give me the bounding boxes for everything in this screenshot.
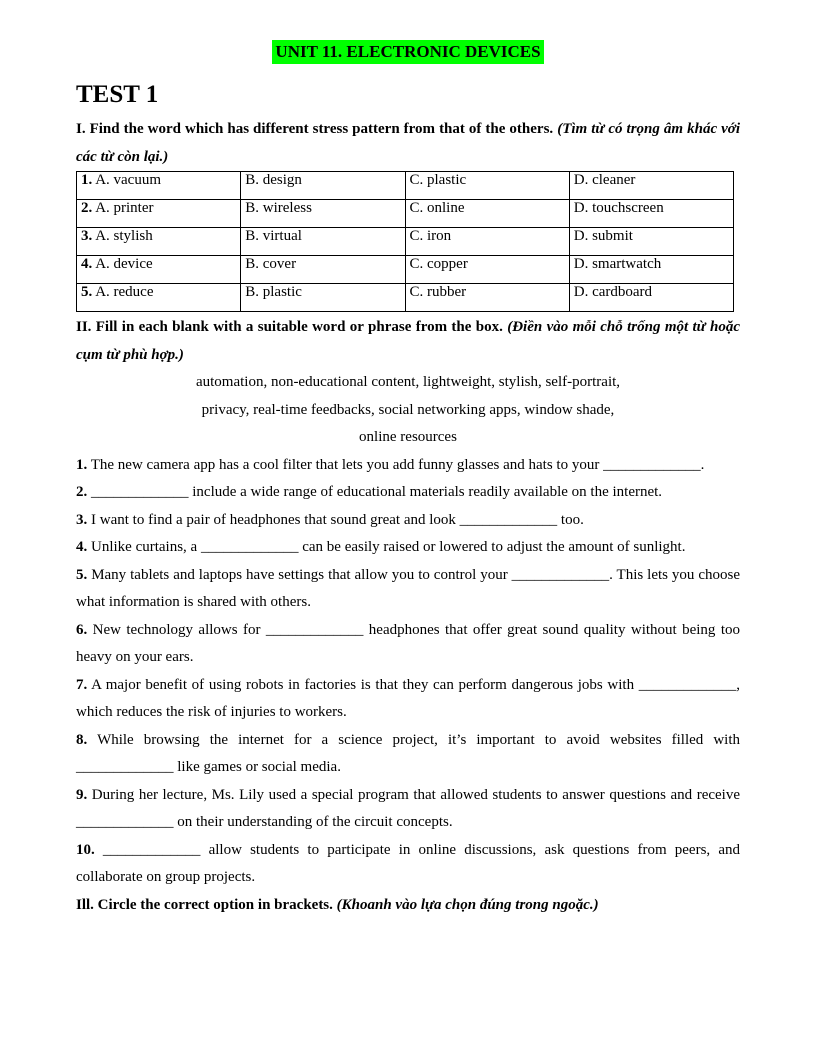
question-number: 9. <box>76 786 88 803</box>
option-a: A. printer <box>95 200 154 216</box>
question-text: I want to find a pair of headphones that sound great and look _____________ too. <box>91 511 584 528</box>
question-text: Many tablets and laptops have settings that allow you to control your _____________. This lets you choose what information is shared with others. <box>76 566 741 610</box>
question-number: 1. <box>81 172 93 188</box>
section-2-heading <box>76 314 740 369</box>
question-number: 4. <box>76 539 88 555</box>
option-d: D. touchscreen <box>569 200 733 228</box>
question-number: 7. <box>76 676 88 693</box>
test-title: TEST 1 <box>76 81 159 108</box>
section-3-vietnamese: (Khoanh vào lựa chọn đúng trong ngoặc.) <box>336 896 599 913</box>
word-box <box>76 369 740 452</box>
unit-title: UNIT 11. ELECTRONIC DEVICES <box>272 40 543 64</box>
question-item <box>76 617 740 672</box>
section-3-title: Ill. Circle the correct option in brackets. <box>76 896 333 913</box>
question-number: 4. <box>81 256 93 272</box>
option-d: D. cleaner <box>569 172 733 200</box>
option-c: C. online <box>405 200 569 228</box>
option-d: D. cardboard <box>569 284 733 312</box>
word-box-line: online resources <box>359 429 457 445</box>
option-a-cell <box>77 172 241 200</box>
question-item <box>76 837 740 892</box>
question-text: _____________ allow students to participate in online discussions, ask questions from peers, and collaborate on group projects. <box>76 841 740 885</box>
fill-in-questions <box>76 452 740 892</box>
option-b: B. plastic <box>241 284 405 312</box>
option-a-cell <box>77 284 241 312</box>
question-number: 6. <box>76 621 88 638</box>
option-a: A. vacuum <box>95 172 162 188</box>
question-number: 3. <box>76 511 88 528</box>
section-1-vietnamese: (Tìm từ có trọng âm khác với các từ còn lại.) <box>76 121 740 165</box>
stress-row <box>77 172 734 200</box>
question-text: A major benefit of using robots in factories is that they can perform dangerous jobs with _____________, which reduces the risk of injuries to workers. <box>76 676 740 720</box>
question-number: 3. <box>81 228 93 244</box>
question-text: While browsing the internet for a science project, it’s important to avoid websites filled with _____________ like games or social media. <box>76 731 741 775</box>
option-c: C. iron <box>405 228 569 256</box>
question-text: New technology allows for _____________ headphones that offer great sound quality without being too heavy on your ears. <box>76 621 740 665</box>
question-text: The new camera app has a cool filter that lets you add funny glasses and hats to your _____________. <box>90 456 705 473</box>
option-a: A. stylish <box>95 228 153 244</box>
question-item <box>76 479 740 507</box>
question-number: 1. <box>76 456 88 473</box>
stress-row <box>77 284 734 312</box>
stress-row <box>77 200 734 228</box>
option-d: D. submit <box>569 228 733 256</box>
option-b: B. cover <box>241 256 405 284</box>
section-2-vietnamese: (Điền vào mỗi chỗ trống một từ hoặc cụm từ phù hợp.) <box>76 319 741 363</box>
word-box-line: privacy, real-time feedbacks, social networking apps, window shade, <box>201 401 615 418</box>
question-number: 5. <box>76 566 88 583</box>
question-number: 2. <box>76 484 88 500</box>
stress-row <box>77 228 734 256</box>
question-text: Unlike curtains, a _____________ can be easily raised or lowered to adjust the amount of sunlight. <box>91 539 686 555</box>
option-d: D. smartwatch <box>569 256 733 284</box>
stress-row <box>77 256 734 284</box>
question-number: 5. <box>81 284 93 300</box>
section-2-title: II. Fill in each blank with a suitable word or phrase from the box. <box>76 319 503 335</box>
stress-options-table <box>76 171 734 312</box>
option-c: C. copper <box>405 256 569 284</box>
option-b: B. wireless <box>241 200 405 228</box>
option-a-cell <box>77 256 241 284</box>
option-b: B. design <box>241 172 405 200</box>
option-a-cell <box>77 228 241 256</box>
worksheet-page <box>76 38 740 919</box>
option-a: A. device <box>95 256 153 272</box>
question-item <box>76 672 740 727</box>
word-box-line: automation, non-educational content, lightweight, stylish, self-portrait, <box>195 374 621 390</box>
option-b: B. virtual <box>241 228 405 256</box>
section-3-heading <box>76 892 740 920</box>
option-a-cell <box>77 200 241 228</box>
question-text: _____________ include a wide range of educational materials readily available on the internet. <box>91 484 663 500</box>
option-a: A. reduce <box>95 284 154 300</box>
section-1-heading <box>76 116 740 171</box>
question-item <box>76 534 740 562</box>
question-item <box>76 507 740 535</box>
question-number: 2. <box>81 200 93 216</box>
option-c: C. plastic <box>405 172 569 200</box>
question-item <box>76 562 740 617</box>
question-item <box>76 452 740 480</box>
section-1-title: I. Find the word which has different stress pattern from that of the others. <box>76 121 554 137</box>
question-item <box>76 782 740 837</box>
question-item <box>76 727 740 782</box>
question-text: During her lecture, Ms. Lily used a special program that allowed students to answer questions and receive _____________ on their understanding of the circuit concepts. <box>76 786 741 830</box>
option-c: C. rubber <box>405 284 569 312</box>
question-number: 8. <box>76 731 88 748</box>
question-number: 10. <box>76 841 95 858</box>
